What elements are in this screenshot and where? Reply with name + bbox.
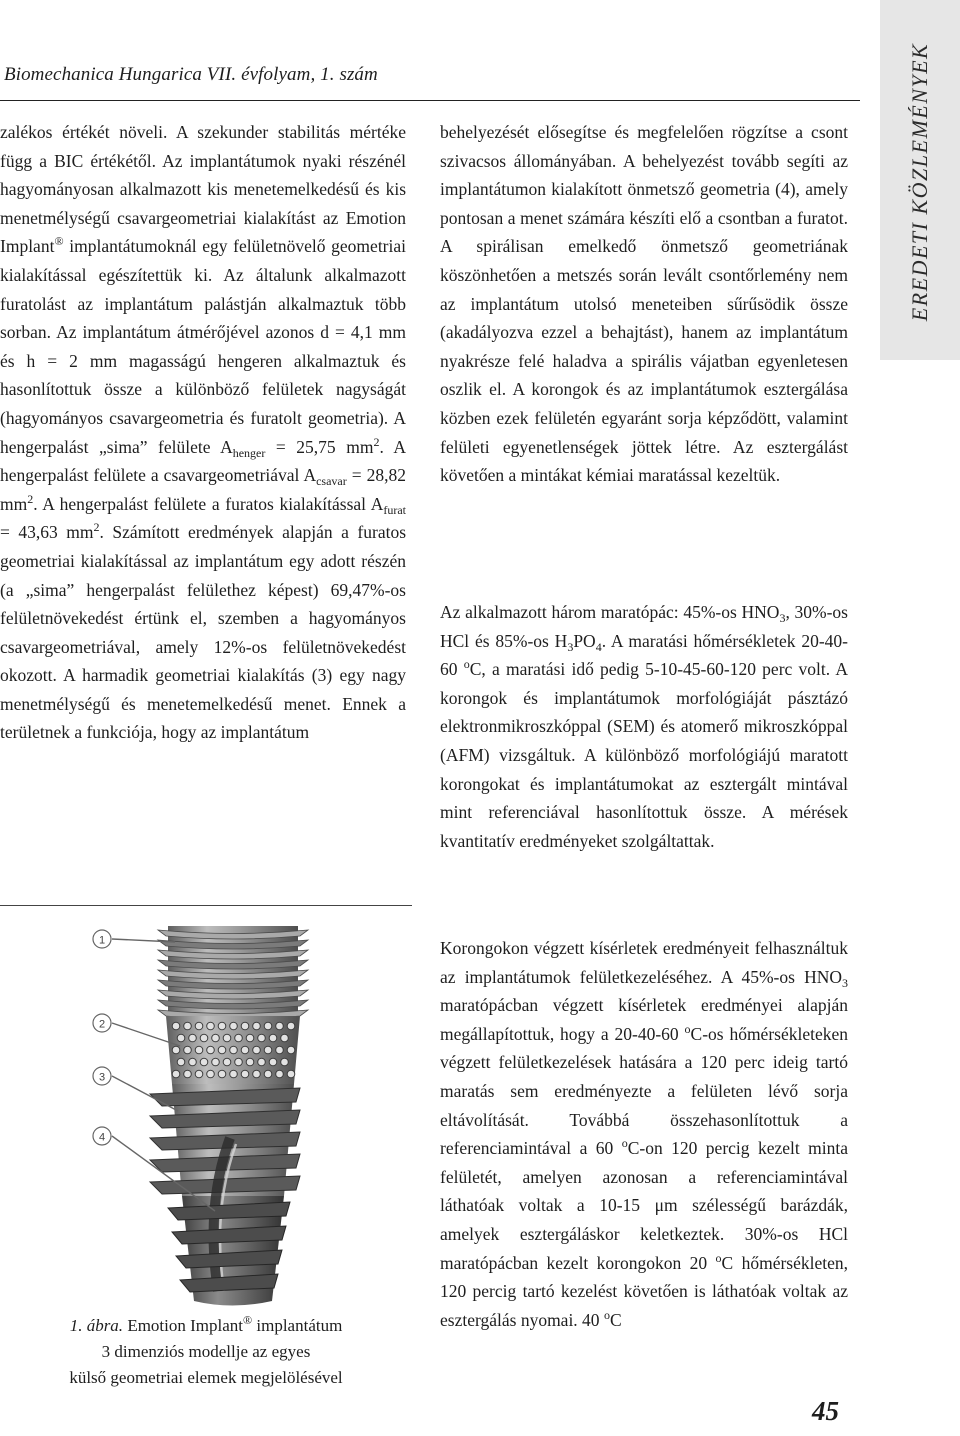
perforation: [177, 1058, 185, 1066]
perforation: [207, 1022, 215, 1030]
perforation: [195, 1070, 203, 1078]
perforated-zone: [166, 1016, 300, 1084]
journal-title: Biomechanica Hungarica VII. évfolyam, 1. szám: [4, 64, 378, 85]
perforation: [218, 1022, 226, 1030]
perforation: [223, 1034, 231, 1042]
perforation: [195, 1046, 203, 1054]
marker-4: [93, 1127, 111, 1145]
perforation: [241, 1070, 249, 1078]
perforation: [230, 1070, 238, 1078]
perforation: [246, 1034, 254, 1042]
paragraph: Az alkalmazott három maratópác: 45%-os $HNO_3$, 30%-os HCl és 85%-os $H_3PO_4$. A maratási hőmérsékletek 20-40-60 $^o$C, a maratási idő pedig 5-10-45-60-120 perc volt. A korongok és implantátumok morfológiáját pásztázó elektronmikroszkóppal (SEM) és atomerő mikroszkóppal (AFM) vizsgáltuk. A különböző morfológiájú maratott korongokat és implantátumokat az esztergált mintával mint referenciával hasonlítottuk össze. A mérések kvantitatív eredményeket szolgáltattak.: [440, 602, 849, 851]
perforation: [241, 1046, 249, 1054]
perforation: [269, 1034, 277, 1042]
figure-label: 1. ábra.: [69, 1316, 124, 1335]
perforation: [230, 1046, 238, 1054]
perforation: [218, 1070, 226, 1078]
perforation: [281, 1034, 289, 1042]
perforation: [200, 1034, 208, 1042]
section-tab: [880, 0, 960, 360]
marker-2: [93, 1014, 111, 1032]
right-column-text-2: [440, 598, 848, 855]
right-column-text-1: [440, 118, 848, 490]
perforation: [172, 1022, 180, 1030]
page-number: 45: [812, 1396, 839, 1426]
perforation: [258, 1058, 266, 1066]
perforation: [246, 1058, 254, 1066]
svg-text:1: 1: [98, 934, 106, 947]
perforation: [269, 1058, 277, 1066]
perforation: [184, 1070, 192, 1078]
perforation: [235, 1058, 243, 1066]
perforation: [264, 1022, 272, 1030]
perforation: [184, 1046, 192, 1054]
running-head: [0, 52, 860, 101]
perforation: [189, 1034, 197, 1042]
perforation: [264, 1070, 272, 1078]
svg-text:4: 4: [98, 1131, 106, 1144]
left-column-text: [0, 118, 406, 747]
perforation: [253, 1070, 261, 1078]
perforation: [230, 1022, 238, 1030]
perforation: [177, 1034, 185, 1042]
marker-1: [93, 930, 111, 948]
implant-illustration: [0, 906, 412, 1311]
figure-caption: 1. ábra. Emotion Implant® implantátum 3 dimenziós modellje az egyes külső geometriai elemek megjelölésével: [69, 1313, 343, 1387]
section-tab-label: EREDETI KÖZLEMÉNYEK: [907, 42, 932, 322]
perforation: [195, 1022, 203, 1030]
perforation: [253, 1046, 261, 1054]
svg-text:2: 2: [98, 1018, 106, 1031]
perforation: [207, 1070, 215, 1078]
perforation: [200, 1058, 208, 1066]
perforation: [287, 1046, 295, 1054]
perforation: [189, 1058, 197, 1066]
perforation: [172, 1046, 180, 1054]
right-column-text-3: [440, 934, 848, 1334]
perforation: [287, 1022, 295, 1030]
perforation: [212, 1034, 220, 1042]
perforation: [281, 1058, 289, 1066]
neck-threads: [158, 926, 308, 1019]
perforation: [218, 1046, 226, 1054]
perforation: [276, 1046, 284, 1054]
perforation: [258, 1034, 266, 1042]
perforation: [223, 1058, 231, 1066]
perforation: [287, 1070, 295, 1078]
perforation: [212, 1058, 220, 1066]
perforation: [264, 1046, 272, 1054]
svg-text:3: 3: [98, 1071, 106, 1084]
perforation: [184, 1022, 192, 1030]
figure-1: [0, 905, 412, 1313]
perforation: [276, 1070, 284, 1078]
perforation: [241, 1022, 249, 1030]
paragraph: behelyezését elősegítse és megfelelően rögzítse a csont szivacsos állományában. A behelyezést tovább segíti az implantátumon kialakított önmetsző geometria (4), amely pontosan a menet számára készíti elő a csontban a furatot. A spirálisan emelkedő önmetsző geometriának köszönhetően a metszés során levált csontőrlemény nem az implantátum utolsó meneteiben sűrűsödik össze (akadályozva ezzel a behajtást), hanem az implantátum nyakrésze felé haladva a spirális vájatban egyenletesen oszlik el. A korongok és az implantátumok esztergálása közben ezek felületén egyaránt sorja képződött, valamint felületi egyenetlenségek jöttek létre. Az esztergálást követően a mintákat kémiai maratással kezeltük.: [440, 122, 848, 486]
paragraph: Korongokon végzett kísérletek eredményeit felhasználtuk az implantátumok felületkezeléséhez. A 45%-os $HNO_3$ maratópácban végzett kísérletek eredményei alapján megállapítottuk, hogy a 20-40-60 $^o$C-os hőmérsékleteken végzett felületkezelések hatására a 120 perc ideig tartó maratás sem eredményezte a felületen lévő sorja eltávolítását. Továbbá összehasonlítottuk a referenciamintával a 60 $^o$C-on 120 percig kezelt minta felületét, amelyen azonosan a referenciamintával láthatóak voltak a 10-15 μm szélességű barázdák, amelyek esztergáláskor keletkeztek. 30%-os HCl maratópácban kezelt korongokon 20 $^o$C hőmérsékleten, 120 percig tartó kezelést követően is láthatóak voltak az esztergálás nyomai. 40 $^o$C: [440, 938, 849, 1330]
perforation: [253, 1022, 261, 1030]
paragraph: zalékos értékét növeli. A szekunder stabilitás mértéke függ a BIC értékétől. Az implantátumok nyaki részénél hagyományosan alkalmazott kis menetemelkedésű és kis menetmélységű csavargeometriai kialakítást az Emotion Implant® implantátumoknál egy felületnövelő geometriai kialakítással egészítettük ki. Az általunk alkalmazott furatolást az implantátum palástján alkalmaztuk több sorban. Az implantátum átmérőjével azonos d = 4,1 mm és h = 2 mm magasságú hengeren alkalmaztuk és hasonlítottuk össze a különböző felületek nagyságát (hagyományos csavargeometria és furatolt geometria). A hengerpalást „sima” felülete $A_{henger} = 25,75$ $mm^2$. A hengerpalást felülete a csavargeometriával $A_{csavar} = 28,82$ $mm^2$. A hengerpalást felülete a furatos kialakítással $A_{furat} = 43,63$ $mm^2$. Számított eredmények alapján a furatos geometriai kialakítással az implantátum egy adott részén (a „sima” hengerpalást felülethez képest) 69,47%-os felületnövekedést értünk el, szemben a hagyományos csavargeometriával, amely 12%-os felületnövekedést okozott. A harmadik geometriai kialakítás (3) egy nagy menetmélységű és menetemelkedésű menet. Ennek a területnek a funkciója, hogy az implantátum: [0, 122, 407, 743]
perforation: [235, 1034, 243, 1042]
marker-3: [93, 1067, 111, 1085]
perforation: [172, 1070, 180, 1078]
perforation: [207, 1046, 215, 1054]
perforation: [276, 1022, 284, 1030]
